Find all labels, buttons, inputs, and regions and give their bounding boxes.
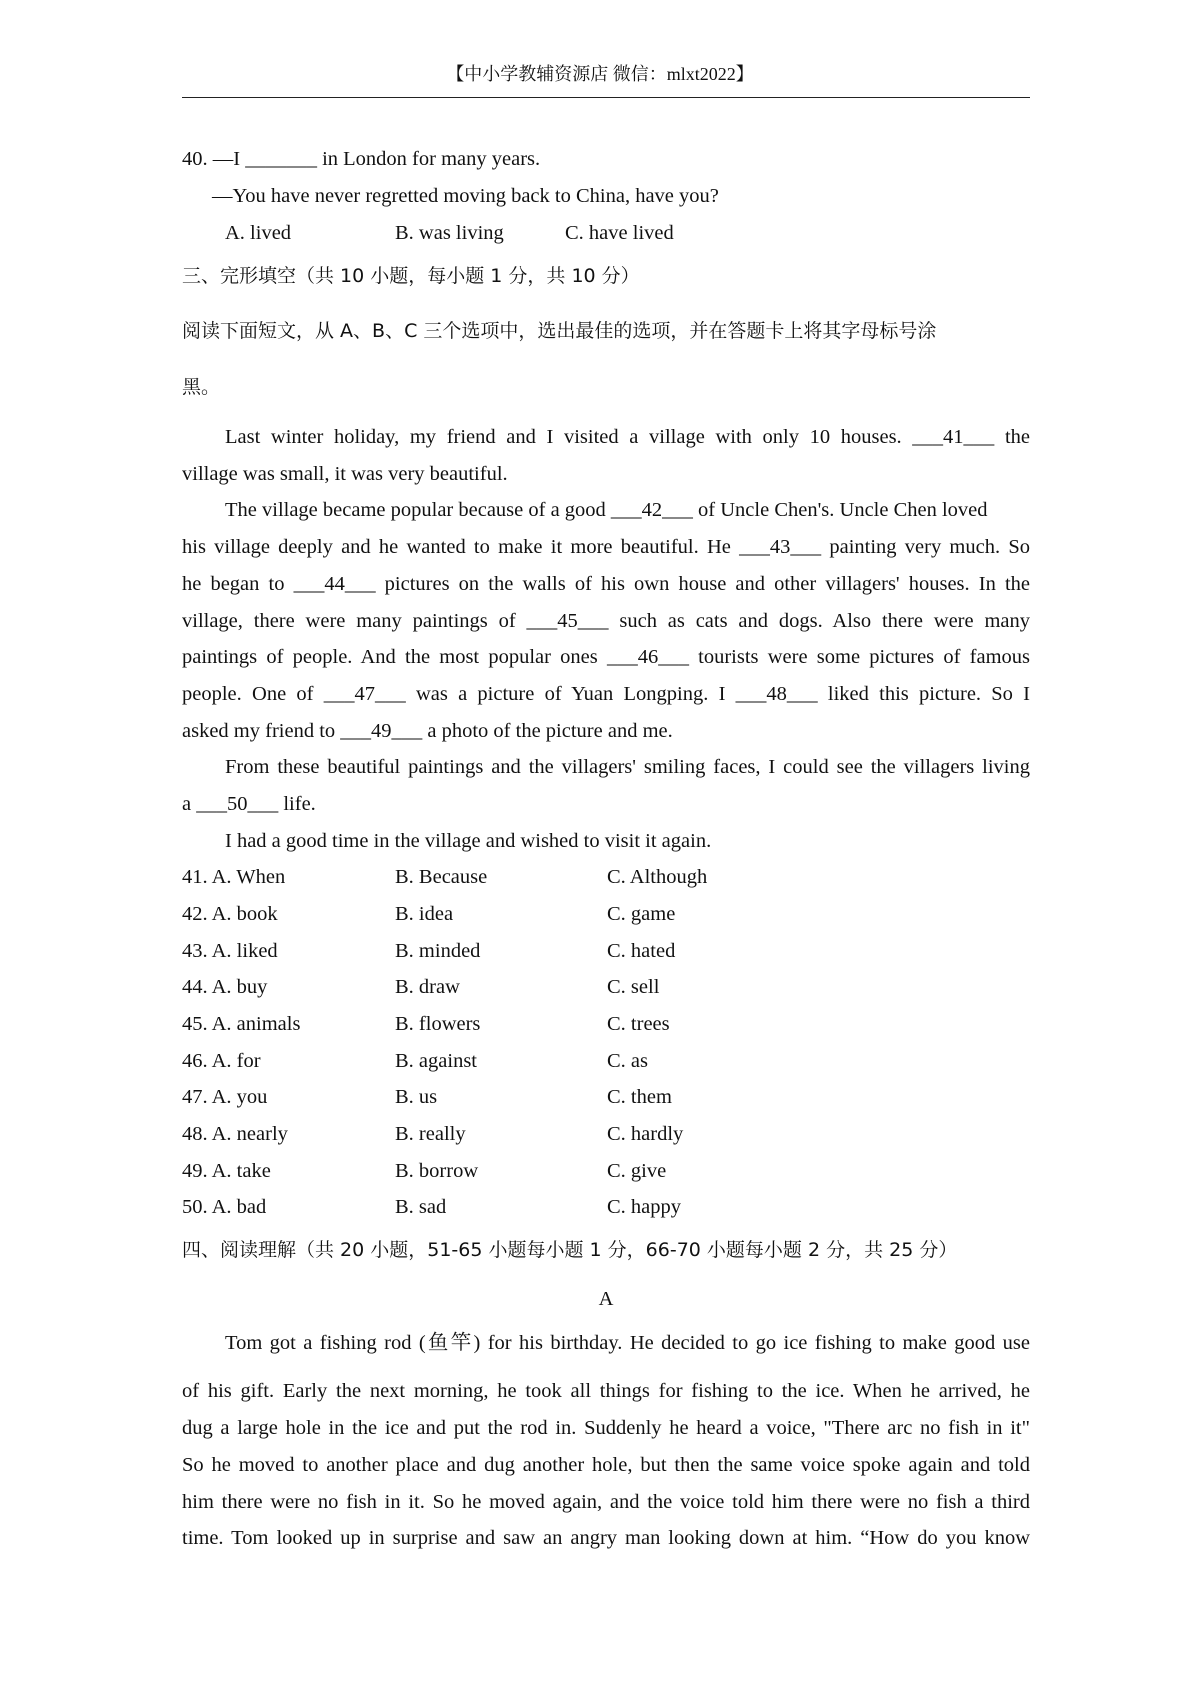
reading-line: So he moved to another place and dug another hole, but then the same voice spoke again and told (182, 1454, 1030, 1476)
section3-title: 三、完形填空（共 10 小题，每小题 1 分，共 10 分） (182, 265, 640, 287)
passage-line: his village deeply and he wanted to make it more beautiful. He ___43___ painting very much. So (182, 536, 1030, 558)
option-50-b: B. sad (395, 1196, 447, 1218)
reading-line: dug a large hole in the ice and put the rod in. Suddenly he heard a voice, "There arc no fish in it" (182, 1417, 1030, 1439)
option-45-c: C. trees (607, 1013, 670, 1035)
header-divider (182, 97, 1030, 98)
option-47-a: 47. A. you (182, 1086, 268, 1108)
option-41-c: C. Although (607, 866, 708, 888)
section3-instruction-line1: 阅读下面短文，从 A、B、C 三个选项中，选出最佳的选项，并在答题卡上将其字母标号涂 (182, 320, 937, 342)
passage-line: village was small, it was very beautiful. (182, 463, 508, 485)
option-50-c: C. happy (607, 1196, 682, 1218)
option-43-c: C. hated (607, 940, 676, 962)
option-42-a: 42. A. book (182, 903, 278, 925)
option-49-c: C. give (607, 1160, 667, 1182)
passage-line: people. One of ___47___ was a picture of Yuan Longping. I ___48___ liked this picture. So I (182, 683, 1030, 705)
section3-instruction-line2: 黑。 (182, 376, 221, 398)
option-44-c: C. sell (607, 976, 660, 998)
option-45-a: 45. A. animals (182, 1013, 301, 1035)
passage-line: paintings of people. And the most popular ones ___46___ tourists were some pictures of famous (182, 646, 1030, 668)
option-50-a: 50. A. bad (182, 1196, 267, 1218)
option-46-c: C. as (607, 1050, 648, 1072)
option-42-b: B. idea (395, 903, 454, 925)
option-48-b: B. really (395, 1123, 466, 1145)
option-41-a: 41. A. When (182, 866, 286, 888)
passage-line: Last winter holiday, my friend and I visited a village with only 10 houses. ___41___ the (225, 426, 1030, 448)
option-46-b: B. against (395, 1050, 477, 1072)
section4-title: 四、阅读理解（共 20 小题，51-65 小题每小题 1 分，66-70 小题每小题 2 分，共 25 分） (182, 1239, 958, 1261)
reading-line: Tom got a fishing rod (鱼竿) for his birthday. He decided to go ice fishing to make good use (225, 1332, 1030, 1354)
q40-option-b: B. was living (395, 222, 504, 244)
reading-line: him there were no fish in it. So he moved again, and the voice told him there were no fish a third (182, 1491, 1030, 1513)
passage-line: village, there were many paintings of ___45___ such as cats and dogs. Also there were many (182, 610, 1030, 632)
option-49-a: 49. A. take (182, 1160, 271, 1182)
option-45-b: B. flowers (395, 1013, 481, 1035)
option-47-c: C. them (607, 1086, 672, 1108)
passage-line: From these beautiful paintings and the villagers' smiling faces, I could see the villagers living (225, 756, 1030, 778)
option-47-b: B. us (395, 1086, 438, 1108)
option-43-b: B. minded (395, 940, 481, 962)
option-44-a: 44. A. buy (182, 976, 268, 998)
option-41-b: B. Because (395, 866, 488, 888)
q40-option-c: C. have lived (565, 222, 674, 244)
option-48-a: 48. A. nearly (182, 1123, 288, 1145)
passage-line: The village became popular because of a good ___42___ of Uncle Chen's. Uncle Chen loved (225, 499, 988, 521)
passage-line: he began to ___44___ pictures on the walls of his own house and other villagers' houses. In the (182, 573, 1030, 595)
passage-line: I had a good time in the village and wished to visit it again. (225, 830, 712, 852)
passage-line: a ___50___ life. (182, 793, 316, 815)
page-header: 【中小学教辅资源店 微信：mlxt2022】 (446, 64, 754, 84)
reading-line: time. Tom looked up in surprise and saw an angry man looking down at him. “How do you know (182, 1527, 1030, 1549)
q40-reply: —You have never regretted moving back to China, have you? (212, 185, 719, 207)
option-48-c: C. hardly (607, 1123, 684, 1145)
passage-line: asked my friend to ___49___ a photo of the picture and me. (182, 720, 673, 742)
reading-line: of his gift. Early the next morning, he took all things for fishing to the ice. When he arrived, he (182, 1380, 1030, 1402)
q40-stem: 40. —I _______ in London for many years. (182, 148, 541, 170)
option-42-c: C. game (607, 903, 676, 925)
option-43-a: 43. A. liked (182, 940, 278, 962)
option-49-b: B. borrow (395, 1160, 479, 1182)
option-44-b: B. draw (395, 976, 460, 998)
q40-option-a: A. lived (225, 222, 292, 244)
option-46-a: 46. A. for (182, 1050, 261, 1072)
reading-part-label: A (598, 1288, 614, 1310)
